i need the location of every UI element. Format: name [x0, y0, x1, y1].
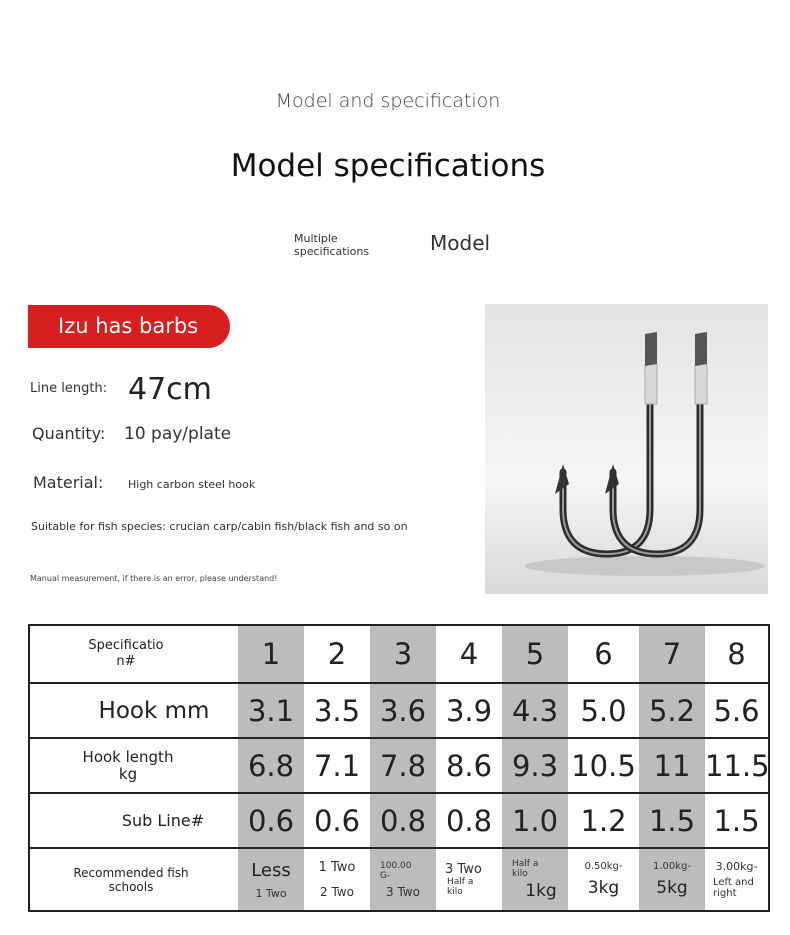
sub-line-2: 0.6 — [304, 793, 370, 848]
recommended-4-bottom: Half a kilo — [447, 877, 474, 897]
recommended-8 — [705, 848, 769, 911]
multiple-specs-label: Multiple specifications — [294, 232, 370, 258]
hook-mm-6: 5.0 — [568, 683, 639, 738]
recommended-4-top: 3 Two — [445, 862, 482, 877]
recommended-2-bottom: 2 Two — [320, 885, 354, 899]
spec-4: 4 — [459, 637, 479, 671]
heading-small: Model and specification — [275, 90, 501, 112]
spec-header: Specificatio n# — [88, 638, 164, 669]
hook-mm-4: 3.9 — [436, 683, 502, 738]
hook-mm-3: 3.6 — [370, 683, 436, 738]
sub-line-label: Sub Line# — [121, 811, 205, 830]
hook-length-5: 9.3 — [502, 738, 568, 793]
hook-mm-5: 4.3 — [502, 683, 568, 738]
recommended-2 — [304, 848, 370, 911]
recommended-5-bottom: 1kg — [525, 880, 557, 901]
hook-length-7: 11 — [639, 738, 705, 793]
spec-3: 3 — [370, 625, 436, 683]
quantity-value: 10 pay/plate — [124, 424, 232, 444]
sub-line-row — [29, 793, 769, 848]
hook-length-label: Hook length kg — [82, 747, 174, 783]
material-label: Material: — [33, 473, 104, 492]
hook-length-3: 7.8 — [370, 738, 436, 793]
recommended-6 — [568, 848, 639, 911]
hook-mm-8: 5.6 — [705, 683, 769, 738]
hook-length-2: 7.1 — [304, 738, 370, 793]
recommended-5 — [502, 848, 568, 911]
model-label: Model — [430, 231, 491, 255]
hook-length-6: 10.5 — [568, 738, 639, 793]
recommended-label: Recommended fish schools — [73, 865, 189, 894]
spec-8: 8 — [727, 637, 746, 671]
line-length-value: 47cm — [128, 372, 212, 407]
hook-product-photo — [485, 304, 768, 594]
product-name-banner: Izu has barbs — [28, 305, 230, 348]
hook-length-1: 6.8 — [238, 738, 304, 793]
spec-1: 1 — [238, 625, 304, 683]
recommended-6-top: 0.50kg- — [584, 861, 623, 872]
recommended-3-bottom: 3 Two — [386, 884, 420, 899]
recommended-7 — [639, 848, 705, 911]
sub-line-7: 1.5 — [639, 793, 705, 848]
specification-table — [28, 624, 770, 912]
hook-length-8: 11.5 — [705, 738, 769, 793]
recommended-5-top: Half a kilo — [512, 858, 539, 879]
hook-mm-label: Hook mm — [98, 697, 210, 724]
suitable-species-text: Suitable for fish species: crucian carp/cabin fish/black fish and so on — [31, 520, 408, 533]
hook-mm-row — [29, 683, 769, 738]
sub-line-3: 0.8 — [370, 793, 436, 848]
recommended-4 — [436, 848, 502, 911]
spec-number-row — [29, 625, 769, 683]
material-value: High carbon steel hook — [128, 478, 256, 491]
recommended-1 — [238, 848, 304, 911]
recommended-7-bottom: 5kg — [656, 878, 688, 898]
recommended-1-top: Less — [251, 859, 291, 881]
hook-mm-7: 5.2 — [639, 683, 705, 738]
heading-large: Model specifications — [230, 148, 546, 184]
quantity-label: Quantity: — [32, 424, 106, 443]
hook-mm-1: 3.1 — [238, 683, 304, 738]
recommended-6-bottom: 3kg — [587, 878, 620, 898]
fishing-hooks-image — [485, 304, 768, 594]
recommended-7-top: 1.00kg- — [652, 861, 691, 872]
sub-line-8: 1.5 — [705, 793, 769, 848]
sub-line-6: 1.2 — [568, 793, 639, 848]
recommended-8-bottom: Left and right — [713, 877, 754, 899]
spec-2: 2 — [327, 637, 347, 671]
spec-5: 5 — [502, 625, 568, 683]
hook-mm-2: 3.5 — [304, 683, 370, 738]
hook-length-row — [29, 738, 769, 793]
manual-measurement-note: Manual measurement, if there is an error, please understand! — [30, 574, 278, 583]
recommended-2-top: 1 Two — [318, 860, 356, 875]
sub-line-4: 0.8 — [436, 793, 502, 848]
recommended-8-top: 3.00kg- — [715, 860, 758, 873]
recommended-3 — [370, 848, 436, 911]
line-length-label: Line length: — [30, 381, 108, 396]
recommended-3-top: 100.00 G- — [380, 860, 412, 881]
sub-line-1: 0.6 — [238, 793, 304, 848]
spec-7: 7 — [639, 625, 705, 683]
hook-length-4: 8.6 — [436, 738, 502, 793]
recommended-row — [29, 848, 769, 911]
spec-6: 6 — [594, 637, 613, 671]
recommended-1-bottom: 1 Two — [255, 886, 287, 900]
sub-line-5: 1.0 — [502, 793, 568, 848]
